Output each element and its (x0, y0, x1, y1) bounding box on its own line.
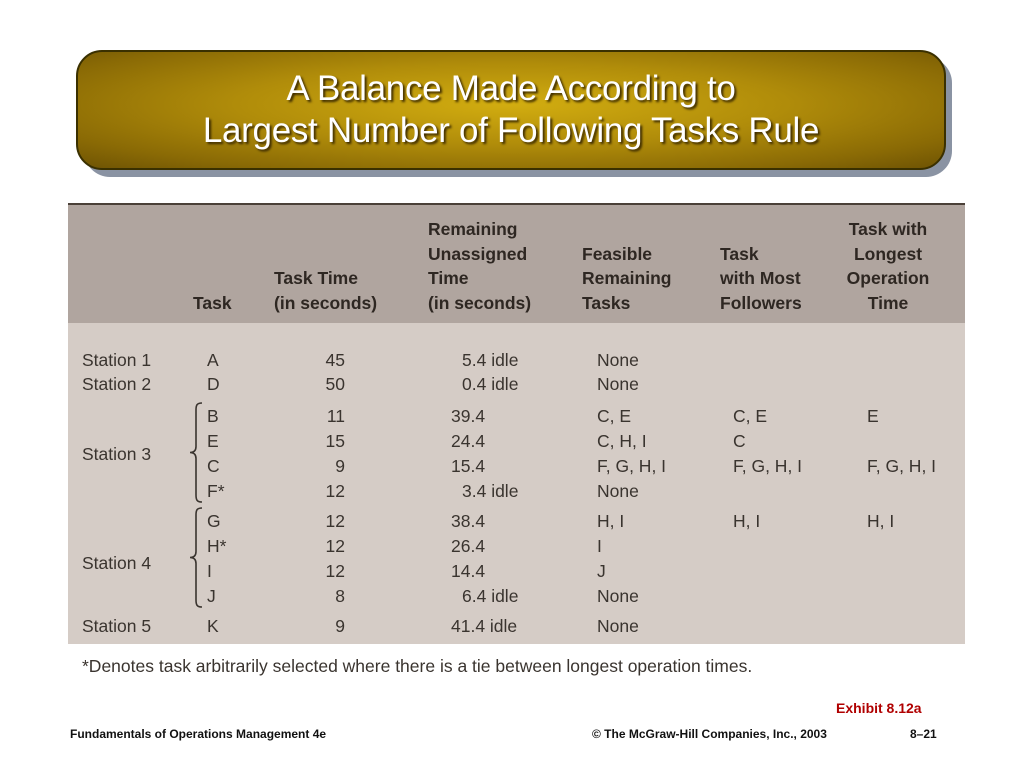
cell-remaining-time: 15.4 (451, 456, 486, 476)
header-most-followers-line: with Most (720, 268, 801, 288)
cell-task-time: 15 (325, 431, 345, 451)
cell-feasible-tasks: H, I (597, 511, 625, 531)
cell-most-followers: F, G, H, I (733, 456, 803, 476)
header-remaining-time (428, 217, 531, 315)
header-remaining-time-line: Time (428, 268, 469, 288)
cell-task: B (207, 406, 219, 426)
header-feasible-tasks-line: Remaining (582, 268, 672, 288)
cell-task-time: 12 (325, 481, 345, 501)
cell-task-time: 12 (325, 511, 345, 531)
cell-feasible-tasks: None (597, 616, 639, 636)
station-label: Station 3 (82, 443, 152, 464)
cell-feasible-tasks: None (597, 374, 639, 394)
cell-task-time: 11 (326, 406, 345, 426)
cell-task-time: 12 (325, 561, 345, 581)
footer-page-number: 8–21 (910, 727, 937, 741)
cell-longest-operation: E (867, 406, 879, 426)
cell-feasible-tasks: None (597, 481, 639, 501)
table-header (68, 205, 965, 323)
cell-task: K (207, 616, 219, 636)
cell-remaining-time: 5.4 idle (462, 350, 519, 370)
header-task-time-line: (in seconds) (274, 292, 378, 313)
header-task-line: Task (193, 292, 232, 313)
cell-task: A (207, 350, 219, 370)
cell-remaining-time: 41.4 idle (451, 616, 518, 636)
cell-feasible-tasks: C, H, I (597, 431, 647, 451)
cell-longest-operation: F, G, H, I (867, 456, 937, 476)
cell-remaining-time: 39.4 (451, 406, 486, 426)
group-brace-icon (188, 507, 204, 608)
station-label: Station 5 (82, 616, 152, 636)
cell-task-time: 45 (325, 350, 345, 370)
cell-feasible-tasks: F, G, H, I (597, 456, 667, 476)
balance-table (68, 203, 965, 644)
cell-task-time: 9 (335, 616, 345, 636)
cell-task: C (207, 456, 220, 476)
exhibit-label: Exhibit 8.12a (836, 700, 922, 716)
cell-task: H* (207, 536, 227, 556)
header-longest-operation-line: Time (867, 292, 909, 313)
header-longest-operation (823, 217, 953, 315)
station-label: Station 1 (82, 350, 152, 370)
group-brace-icon (188, 402, 204, 503)
cell-task: D (207, 374, 220, 394)
cell-remaining-time: 24.4 (451, 431, 486, 451)
cell-task: F* (207, 481, 225, 501)
title-banner (76, 50, 946, 170)
cell-task-time: 50 (325, 374, 345, 394)
cell-most-followers: H, I (733, 511, 761, 531)
header-task (193, 291, 232, 316)
cell-task: E (207, 431, 219, 451)
header-most-followers-line: Followers (720, 292, 802, 313)
footer-book-title: Fundamentals of Operations Management 4e (70, 727, 327, 741)
cell-feasible-tasks: C, E (597, 406, 632, 426)
cell-remaining-time: 0.4 idle (462, 374, 519, 394)
footnote: *Denotes task arbitrarily selected where there is a tie between longest operation times. (82, 656, 753, 676)
header-remaining-time-line: Remaining (428, 219, 518, 239)
cell-remaining-time: 3.4 idle (462, 481, 519, 501)
slide-title-line-2: Largest Number of Following Tasks Rule (202, 111, 820, 150)
cell-feasible-tasks: I (597, 536, 602, 556)
cell-feasible-tasks: J (597, 561, 606, 581)
header-feasible-tasks-line: Tasks (582, 292, 631, 313)
cell-task: J (207, 586, 216, 606)
header-remaining-time-line: (in seconds) (428, 292, 532, 313)
slide-title-line-1: A Balance Made According to (286, 69, 736, 108)
cell-longest-operation: H, I (867, 511, 895, 531)
header-longest-operation-line: Operation (846, 268, 930, 288)
cell-task-time: 12 (325, 536, 345, 556)
cell-task-time: 9 (335, 456, 345, 476)
cell-remaining-time: 14.4 (451, 561, 486, 581)
cell-remaining-time: 26.4 (451, 536, 486, 556)
cell-feasible-tasks: None (597, 350, 639, 370)
cell-most-followers: C, E (733, 406, 768, 426)
header-longest-operation-line: Longest (853, 243, 923, 264)
header-task-time-line: Task Time (274, 268, 358, 288)
cell-feasible-tasks: None (597, 586, 639, 606)
station-label: Station 4 (82, 552, 152, 573)
header-most-followers-line: Task (720, 243, 759, 264)
cell-remaining-time: 38.4 (451, 511, 486, 531)
station-label: Station 2 (82, 374, 152, 394)
header-remaining-time-line: Unassigned (428, 243, 528, 264)
cell-most-followers: C (733, 431, 746, 451)
header-most-followers (720, 242, 802, 316)
cell-remaining-time: 6.4 idle (462, 586, 519, 606)
header-feasible-tasks-line: Feasible (582, 243, 653, 264)
footer-copyright: © The McGraw-Hill Companies, Inc., 2003 (592, 727, 827, 741)
cell-task-time: 8 (335, 586, 345, 606)
cell-task: I (207, 561, 212, 581)
header-feasible-tasks (582, 242, 671, 316)
header-task-time (274, 266, 377, 315)
header-longest-operation-line: Task with (848, 219, 928, 239)
cell-task: G (207, 511, 221, 531)
